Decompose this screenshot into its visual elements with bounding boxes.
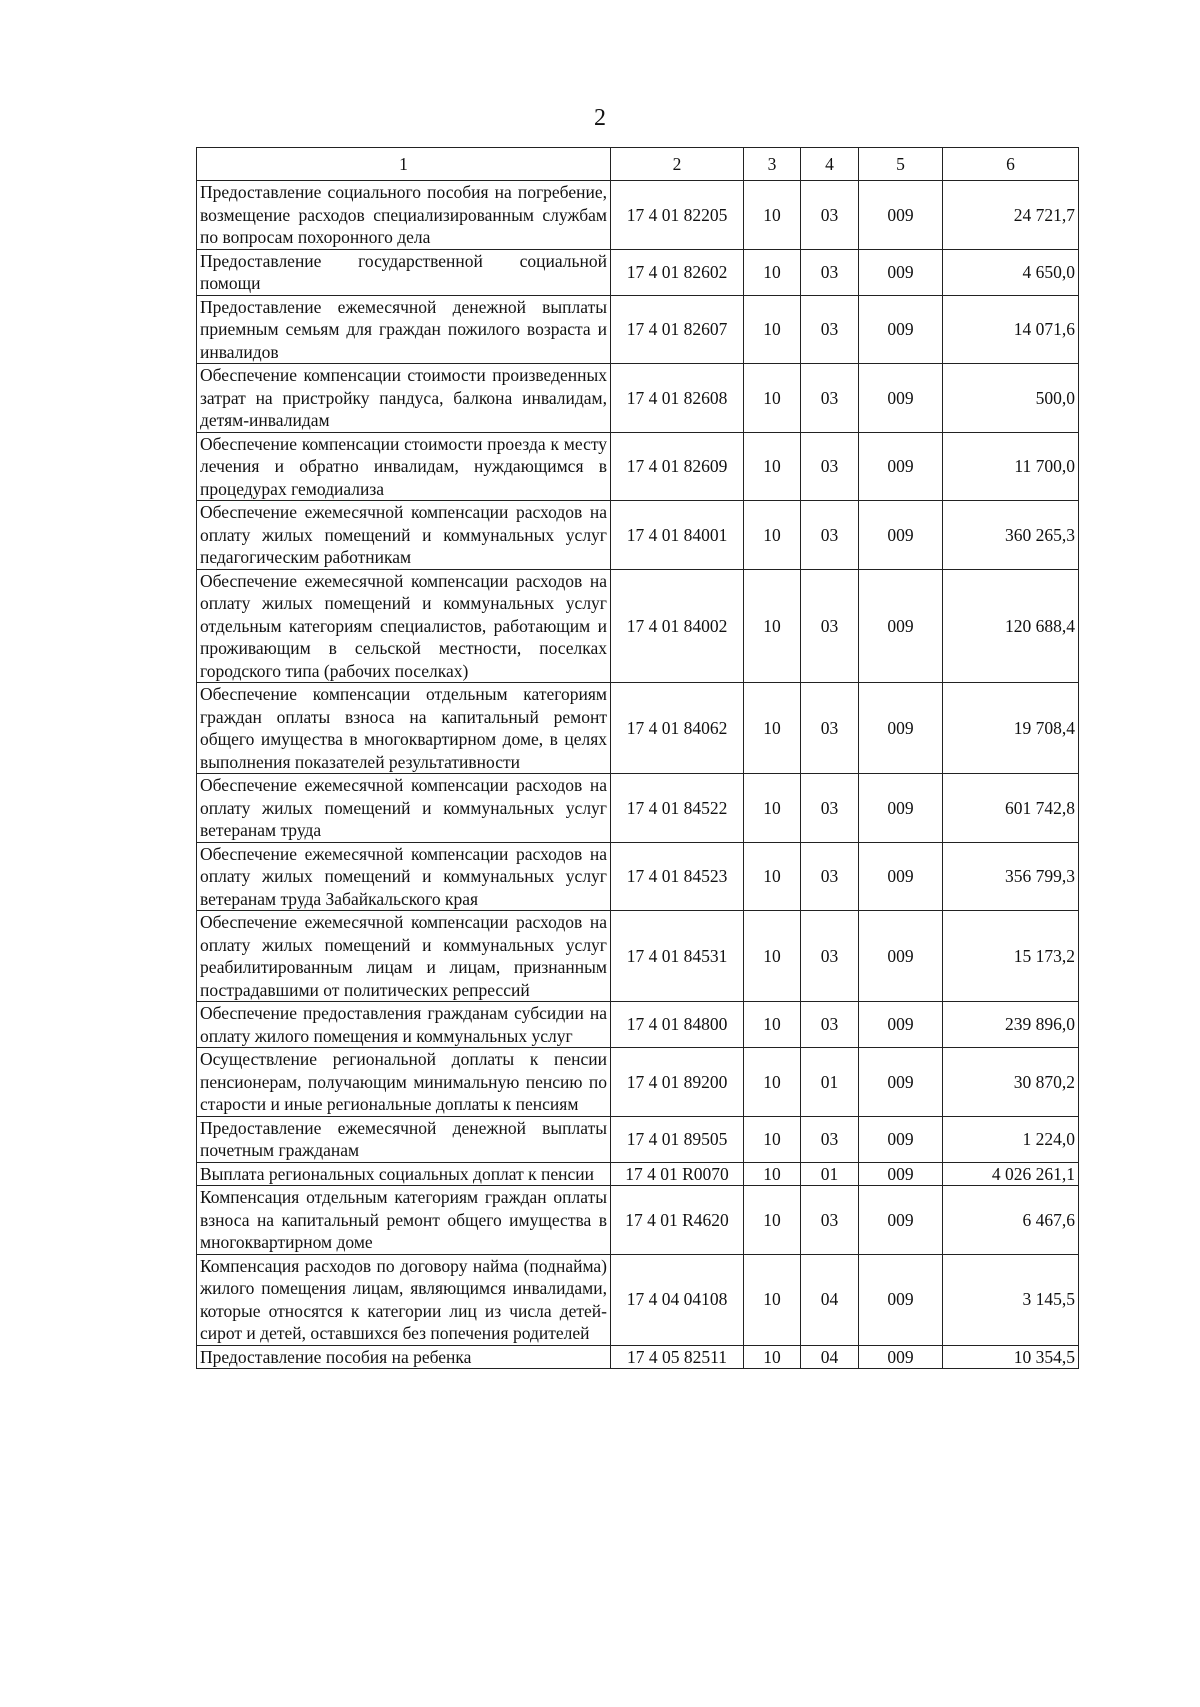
row-code: 17 4 01 84522: [611, 774, 744, 843]
row-amount: 500,0: [943, 364, 1079, 433]
row-code: 17 4 01 82205: [611, 181, 744, 250]
row-amount: 356 799,3: [943, 842, 1079, 911]
row-subsection: 04: [801, 1345, 859, 1369]
row-group: 009: [859, 181, 943, 250]
row-group: 009: [859, 1116, 943, 1162]
row-section: 10: [744, 1002, 801, 1048]
row-amount: 3 145,5: [943, 1254, 1079, 1345]
row-code: 17 4 01 82608: [611, 364, 744, 433]
row-subsection: 03: [801, 774, 859, 843]
row-subsection: 03: [801, 364, 859, 433]
row-code: 17 4 01 84001: [611, 501, 744, 570]
table-row: [197, 774, 1079, 843]
row-subsection: 03: [801, 911, 859, 1002]
row-group: 009: [859, 1002, 943, 1048]
table-row: [197, 1345, 1079, 1369]
row-code: 17 4 01 R0070: [611, 1162, 744, 1186]
row-group: 009: [859, 432, 943, 501]
row-amount: 24 721,7: [943, 181, 1079, 250]
row-group: 009: [859, 1345, 943, 1369]
row-group: 009: [859, 364, 943, 433]
row-subsection: 03: [801, 1186, 859, 1255]
column-header: 1: [197, 148, 611, 181]
row-group: 009: [859, 1186, 943, 1255]
table-row: [197, 683, 1079, 774]
row-subsection: 03: [801, 181, 859, 250]
row-section: 10: [744, 1048, 801, 1117]
row-amount: 19 708,4: [943, 683, 1079, 774]
row-code: 17 4 04 04108: [611, 1254, 744, 1345]
row-amount: 10 354,5: [943, 1345, 1079, 1369]
row-name: Обеспечение ежемесячной компенсации расходов на оплату жилых помещений и коммунальных услуг реабилитированным лицам и лицам, признанным пострадавшими от политических репрессий: [197, 911, 611, 1002]
row-section: 10: [744, 1345, 801, 1369]
row-section: 10: [744, 683, 801, 774]
row-code: 17 4 01 84800: [611, 1002, 744, 1048]
row-amount: 1 224,0: [943, 1116, 1079, 1162]
table-row: [197, 1186, 1079, 1255]
row-name: Выплата региональных социальных доплат к пенсии: [197, 1162, 611, 1186]
row-section: 10: [744, 364, 801, 433]
row-amount: 6 467,6: [943, 1186, 1079, 1255]
row-section: 10: [744, 911, 801, 1002]
table-row: [197, 501, 1079, 570]
row-name: Компенсация расходов по договору найма (поднайма) жилого помещения лицам, являющимся инвалидами, которые относятся к категории лиц из числа детей-сирот и детей, оставшихся без попечения родителей: [197, 1254, 611, 1345]
table-row: [197, 364, 1079, 433]
row-code: 17 4 01 84002: [611, 569, 744, 683]
column-header: 3: [744, 148, 801, 181]
row-subsection: 03: [801, 569, 859, 683]
row-subsection: 03: [801, 432, 859, 501]
column-header: 2: [611, 148, 744, 181]
row-group: 009: [859, 501, 943, 570]
row-amount: 239 896,0: [943, 1002, 1079, 1048]
row-name: Обеспечение компенсации стоимости проезда к месту лечения и обратно инвалидам, нуждающимся в процедурах гемодиализа: [197, 432, 611, 501]
row-name: Обеспечение ежемесячной компенсации расходов на оплату жилых помещений и коммунальных услуг педагогическим работникам: [197, 501, 611, 570]
row-code: 17 4 01 82602: [611, 249, 744, 295]
row-section: 10: [744, 1162, 801, 1186]
row-group: 009: [859, 774, 943, 843]
row-name: Обеспечение ежемесячной компенсации расходов на оплату жилых помещений и коммунальных услуг отдельным категориям специалистов, работающим и проживающим в сельской местности, поселках городского типа (рабочих поселках): [197, 569, 611, 683]
row-section: 10: [744, 295, 801, 364]
row-code: 17 4 01 82609: [611, 432, 744, 501]
table-row: [197, 249, 1079, 295]
table-row: [197, 1048, 1079, 1117]
row-group: 009: [859, 1254, 943, 1345]
table-row: [197, 1002, 1079, 1048]
row-code: 17 4 01 84062: [611, 683, 744, 774]
row-name: Предоставление ежемесячной денежной выплаты почетным гражданам: [197, 1116, 611, 1162]
row-amount: 30 870,2: [943, 1048, 1079, 1117]
table-row: [197, 1116, 1079, 1162]
row-subsection: 03: [801, 295, 859, 364]
table-row: [197, 1254, 1079, 1345]
row-amount: 120 688,4: [943, 569, 1079, 683]
table-row: [197, 569, 1079, 683]
row-subsection: 04: [801, 1254, 859, 1345]
row-group: 009: [859, 249, 943, 295]
column-header: 4: [801, 148, 859, 181]
row-group: 009: [859, 295, 943, 364]
budget-table: [196, 147, 1079, 1369]
row-name: Обеспечение компенсации стоимости произведенных затрат на пристройку пандуса, балкона инвалидам, детям-инвалидам: [197, 364, 611, 433]
row-code: 17 4 01 82607: [611, 295, 744, 364]
row-amount: 11 700,0: [943, 432, 1079, 501]
row-section: 10: [744, 1116, 801, 1162]
row-name: Обеспечение компенсации отдельным категориям граждан оплаты взноса на капитальный ремонт общего имущества в многоквартирном доме, в целях выполнения показателей результативности: [197, 683, 611, 774]
row-subsection: 03: [801, 1116, 859, 1162]
row-subsection: 03: [801, 842, 859, 911]
row-name: Предоставление пособия на ребенка: [197, 1345, 611, 1369]
column-header: 5: [859, 148, 943, 181]
row-amount: 601 742,8: [943, 774, 1079, 843]
row-group: 009: [859, 569, 943, 683]
table-row: [197, 295, 1079, 364]
row-name: Предоставление государственной социальной помощи: [197, 249, 611, 295]
row-section: 10: [744, 774, 801, 843]
table-row: [197, 432, 1079, 501]
row-section: 10: [744, 1186, 801, 1255]
row-amount: 14 071,6: [943, 295, 1079, 364]
page-number: 2: [594, 105, 606, 131]
row-subsection: 03: [801, 1002, 859, 1048]
row-section: 10: [744, 501, 801, 570]
table-header-row: [197, 148, 1079, 181]
row-code: 17 4 01 84531: [611, 911, 744, 1002]
row-code: 17 4 01 89505: [611, 1116, 744, 1162]
table-row: [197, 1162, 1079, 1186]
row-section: 10: [744, 569, 801, 683]
row-group: 009: [859, 683, 943, 774]
table-row: [197, 181, 1079, 250]
row-subsection: 01: [801, 1048, 859, 1117]
row-subsection: 03: [801, 501, 859, 570]
row-code: 17 4 01 R4620: [611, 1186, 744, 1255]
row-code: 17 4 05 82511: [611, 1345, 744, 1369]
row-amount: 4 650,0: [943, 249, 1079, 295]
row-name: Обеспечение ежемесячной компенсации расходов на оплату жилых помещений и коммунальных услуг ветеранам труда: [197, 774, 611, 843]
row-section: 10: [744, 1254, 801, 1345]
table-row: [197, 911, 1079, 1002]
row-name: Предоставление ежемесячной денежной выплаты приемным семьям для граждан пожилого возраста и инвалидов: [197, 295, 611, 364]
row-code: 17 4 01 89200: [611, 1048, 744, 1117]
row-group: 009: [859, 911, 943, 1002]
row-group: 009: [859, 842, 943, 911]
column-header: 6: [943, 148, 1079, 181]
row-amount: 15 173,2: [943, 911, 1079, 1002]
row-amount: 360 265,3: [943, 501, 1079, 570]
row-section: 10: [744, 432, 801, 501]
row-group: 009: [859, 1048, 943, 1117]
row-name: Обеспечение предоставления гражданам субсидии на оплату жилого помещения и коммунальных услуг: [197, 1002, 611, 1048]
row-name: Обеспечение ежемесячной компенсации расходов на оплату жилых помещений и коммунальных услуг ветеранам труда Забайкальского края: [197, 842, 611, 911]
row-section: 10: [744, 249, 801, 295]
row-subsection: 03: [801, 683, 859, 774]
row-code: 17 4 01 84523: [611, 842, 744, 911]
row-group: 009: [859, 1162, 943, 1186]
row-amount: 4 026 261,1: [943, 1162, 1079, 1186]
row-name: Компенсация отдельным категориям граждан оплаты взноса на капитальный ремонт общего имущества в многоквартирном доме: [197, 1186, 611, 1255]
row-subsection: 01: [801, 1162, 859, 1186]
table-row: [197, 842, 1079, 911]
row-name: Осуществление региональной доплаты к пенсии пенсионерам, получающим минимальную пенсию по старости и иные региональные доплаты к пенсиям: [197, 1048, 611, 1117]
row-subsection: 03: [801, 249, 859, 295]
row-name: Предоставление социального пособия на погребение, возмещение расходов специализированным службам по вопросам похоронного дела: [197, 181, 611, 250]
row-section: 10: [744, 181, 801, 250]
row-section: 10: [744, 842, 801, 911]
